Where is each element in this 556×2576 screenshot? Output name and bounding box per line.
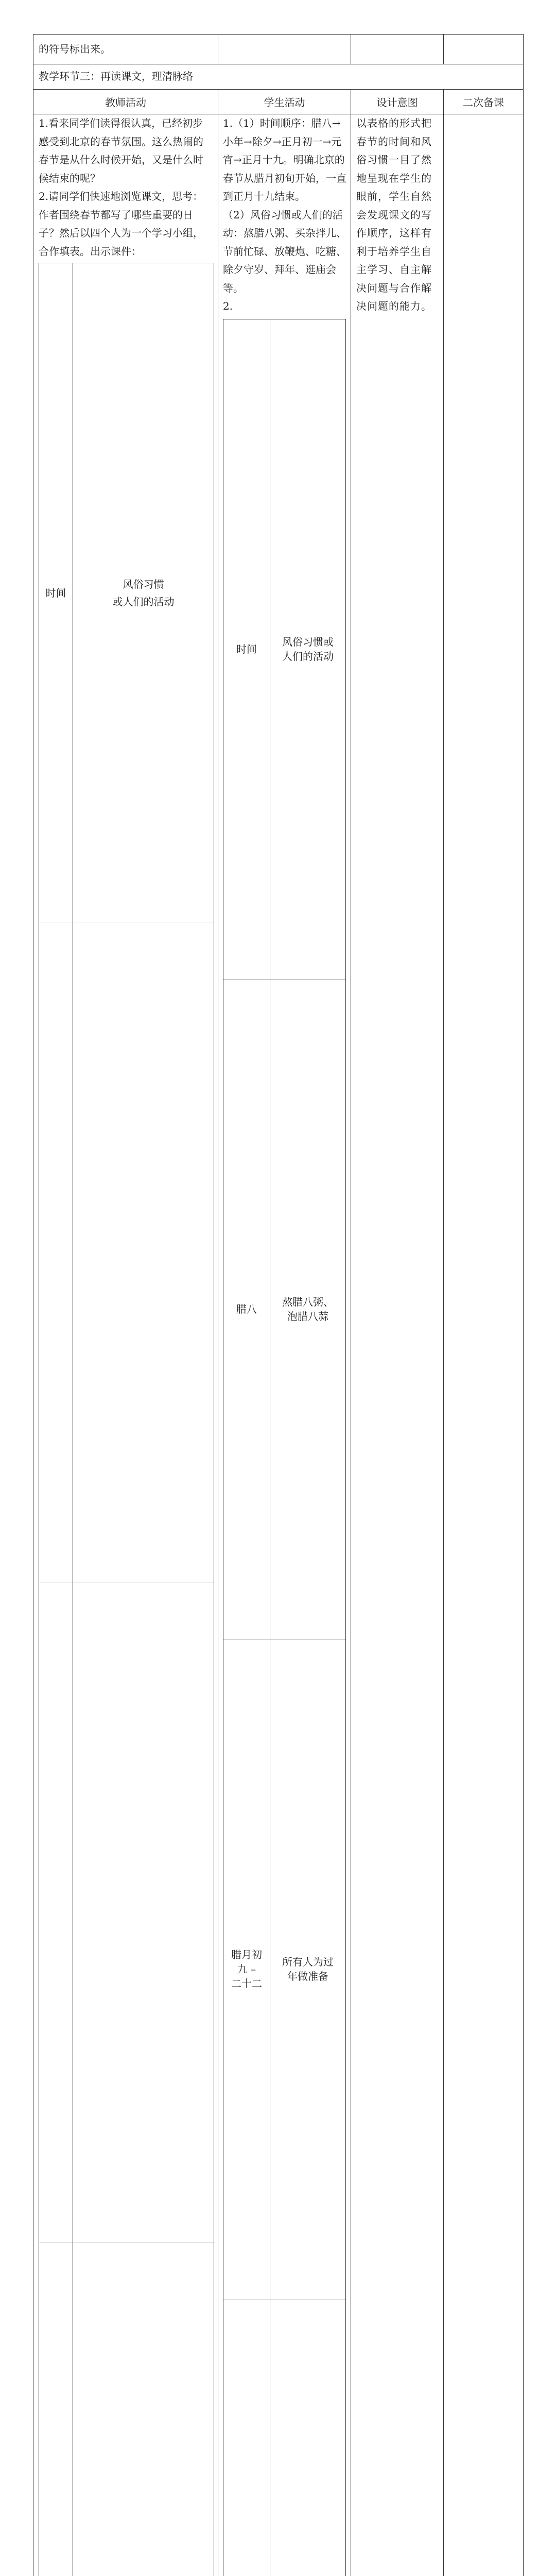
festival-row <box>223 2299 346 2576</box>
student-paragraph: 1.（1）时间顺序：腊八→小年→除夕→正月初一→元宵→正月十九。明确北京的春节从腊月初旬开始，一直到正月十九结束。 <box>223 114 348 206</box>
teacher-paragraph: 1.看来同学们读得很认真，已经初步感受到北京的春节氛围。这么热闹的春节是从什么时候开始，又是什么时候结束的呢？ <box>39 114 213 188</box>
festival-row <box>223 1639 346 2299</box>
empty-cell <box>39 2243 73 2576</box>
festival-time-line: 九 – <box>223 1962 270 1976</box>
design-paragraph: 以表格的形式把春节的时间和风俗习惯一目了然地呈现在学生的眼前，学生自然会发现课文的写作顺序，这样有利于培养学生自主学习、自主解决问题与合作解决问题的能力。 <box>356 114 439 316</box>
header-revision: 二次备课 <box>444 90 524 114</box>
festival-time-line: 腊八 <box>223 1302 270 1316</box>
festival-rows <box>223 979 346 2576</box>
header-teacher: 教师活动 <box>33 90 218 114</box>
festival-header-custom: 风俗习惯或 人们的活动 <box>270 319 346 979</box>
fill-header-custom: 风俗习惯 或人们的活动 <box>73 263 214 923</box>
empty-cell <box>73 2243 214 2576</box>
empty-cell <box>73 1583 214 2243</box>
document-page <box>0 0 556 787</box>
festival-time-line: 二十二 <box>223 1976 270 1991</box>
empty-cell <box>73 923 214 1583</box>
section-title: 教学环节三：再读课文，理清脉络 <box>33 64 524 90</box>
header-design: 设计意图 <box>351 90 444 114</box>
festival-custom-line: 熬腊八粥、 <box>270 1295 345 1309</box>
continued-text: 的符号标出来。 <box>33 35 218 64</box>
empty-cell <box>39 923 73 1583</box>
empty-cell <box>39 1583 73 2243</box>
header-student: 学生活动 <box>218 90 351 114</box>
festival-custom <box>270 979 346 1639</box>
festival-custom-line: 年做准备 <box>270 1969 345 1984</box>
festival-custom-line: 泡腊八蒜 <box>270 1309 345 1324</box>
body-row <box>33 114 524 2576</box>
fill-in-table <box>39 263 214 2576</box>
festival-row <box>223 979 346 1639</box>
festival-header-time: 时间 <box>223 319 270 979</box>
student-paragraph: 2. <box>223 297 348 316</box>
design-intent <box>351 114 444 2576</box>
festival-custom <box>270 2299 346 2576</box>
fill-header-time: 时间 <box>39 263 73 923</box>
festival-time <box>223 1639 270 2299</box>
festival-time <box>223 2299 270 2576</box>
teacher-activity <box>33 114 218 2576</box>
student-activity <box>218 114 351 2576</box>
festival-time <box>223 979 270 1639</box>
teacher-paragraph: 2.请同学们快速地浏览课文，思考：作者围绕春节都写了哪些重要的日子？然后以四个人为一个学习小组，合作填表。出示课件： <box>39 188 213 261</box>
header-row <box>33 90 524 114</box>
festival-custom-line: 所有人为过 <box>270 1955 345 1969</box>
festival-custom <box>270 1639 346 2299</box>
second-preparation <box>444 114 524 2576</box>
festival-time-line: 腊月初 <box>223 1947 270 1962</box>
student-paragraph: （2）风俗习惯或人们的活动：熬腊八粥、买杂拌儿、节前忙碌、放鞭炮、吃糖、除夕守岁、拜年、逛庙会等。 <box>223 206 348 298</box>
lesson-plan-table <box>33 34 524 2576</box>
continued-row <box>33 35 524 64</box>
section-row <box>33 64 524 90</box>
festival-table <box>223 319 346 2576</box>
